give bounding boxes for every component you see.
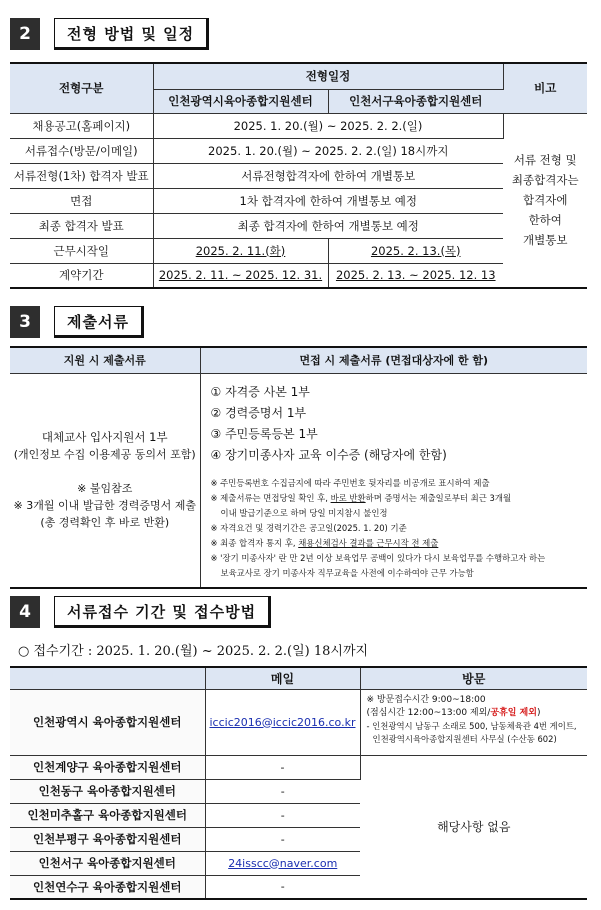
blank-header xyxy=(10,667,205,689)
col-center2-header: 인천서구육아종합지원센터 xyxy=(328,89,503,113)
apply-doc-line: (개인정보 수집 이용제공 동의서 포함) xyxy=(13,448,196,461)
center-email-cell xyxy=(205,851,360,875)
col-schedule-header: 전형일정 xyxy=(153,63,503,89)
visit-line: 인천광역시육아종합지원센터 사무실 (수산동 602) xyxy=(372,733,557,744)
center-email: - xyxy=(205,779,360,803)
row-label: 서류접수(방문/이메일) xyxy=(10,138,153,163)
apply-doc-line: (총 경력확인 후 바로 반환) xyxy=(40,516,170,529)
row-label: 계약기간 xyxy=(10,263,153,288)
col-center1-header: 인천광역시육아종합지원센터 xyxy=(153,89,328,113)
interview-doc-item: ② 경력증명서 1부 xyxy=(210,405,307,420)
submission-table xyxy=(10,666,587,900)
center-email: - xyxy=(205,803,360,827)
note-text: ※ 최종 합격자 통지 후, xyxy=(210,537,299,548)
section-4-title: 서류접수 기간 및 접수방법 xyxy=(54,596,271,628)
row-value: 1차 합격자에 한하여 개별통보 예정 xyxy=(153,188,503,213)
note-line: 합격자에 xyxy=(523,193,568,208)
center-name: 인천계양구 육아종합지원센터 xyxy=(10,755,205,779)
section-3-title: 제출서류 xyxy=(54,306,144,338)
contract-period-center1: 2025. 2. 11. ~ 2025. 12. 31. xyxy=(153,263,328,288)
section-2-header xyxy=(10,18,209,50)
center-email-link[interactable]: 24isscc@naver.com xyxy=(228,856,338,870)
submission-period: ○ 접수기간 : 2025. 1. 20.(월) ~ 2025. 2. 2.(일) 18시까지 xyxy=(18,644,369,659)
center-name: 인천미추홀구 육아종합지원센터 xyxy=(10,803,205,827)
col-category-header: 전형구분 xyxy=(10,63,153,113)
section-4-number: 4 xyxy=(10,596,40,628)
documents-table xyxy=(10,346,587,589)
row-value: 2025. 1. 20.(월) ~ 2025. 2. 2.(일) xyxy=(153,113,503,138)
section-4-header xyxy=(10,596,271,628)
note-text: ※ 제출서류는 면접당일 확인 후, xyxy=(210,492,331,503)
visit-none: 해당사항 없음 xyxy=(360,755,587,899)
interview-doc-item: ③ 주민등록등본 1부 xyxy=(210,426,318,441)
note-line: 최종합격자는 xyxy=(511,173,579,188)
start-date-center2: 2025. 2. 13.(목) xyxy=(328,238,503,263)
col-interview-header: 면접 시 제출서류 (면접대상자에 한 함) xyxy=(200,347,587,373)
interview-note xyxy=(211,536,578,551)
visit-line: ※ 방문접수시간 9:00~18:00 xyxy=(366,694,486,705)
schedule-table xyxy=(10,62,587,289)
interview-doc-list xyxy=(211,382,578,466)
center-email: - xyxy=(205,755,360,779)
apply-docs-cell xyxy=(10,373,200,588)
row-label: 면접 xyxy=(10,188,153,213)
center-name: 인천동구 육아종합지원센터 xyxy=(10,779,205,803)
center-name: 인천연수구 육아종합지원센터 xyxy=(10,875,205,899)
section-3-header xyxy=(10,306,144,338)
interview-note: ※ 자격요건 및 경력기간은 공고일(2025. 1. 20) 기준 xyxy=(210,522,407,533)
note-line: 한하여 xyxy=(528,213,562,228)
center-email: - xyxy=(205,827,360,851)
center-email-cell xyxy=(205,689,360,755)
visit-line xyxy=(367,707,582,720)
center-name: 인천부평구 육아종합지원센터 xyxy=(10,827,205,851)
note-line: 개별통보 xyxy=(523,233,568,248)
interview-doc-item: ① 자격증 사본 1부 xyxy=(210,384,310,399)
row-label: 근무시작일 xyxy=(10,238,153,263)
visit-line: - 인천광역시 남동구 소래로 500, 남동체육관 4번 게이트, xyxy=(366,720,577,731)
holiday-excluded: 공휴일 제외 xyxy=(490,707,537,718)
interview-note: ※ 주민등록번호 수집금지에 따라 주민번호 뒷자리를 비공개로 표시하여 제출 xyxy=(210,477,490,488)
note-line: 서류 전형 및 xyxy=(513,153,577,168)
visit-text: ) xyxy=(536,707,541,718)
interview-doc-item: ④ 장기미종사자 교육 이수증 (해당자에 한함) xyxy=(210,447,447,462)
row-label: 서류전형(1차) 합격자 발표 xyxy=(10,163,153,188)
apply-doc-line: ※ 3개월 이내 발급한 경력증명서 제출 xyxy=(13,499,196,512)
interview-note: ※ '장기 미종사자' 란 만 2년 이상 보육업무 공백이 있다가 다시 보육업무를 수행하고자 하는 xyxy=(210,552,546,563)
section-3-number: 3 xyxy=(10,306,40,338)
center-name: 인천서구 육아종합지원센터 xyxy=(10,851,205,875)
interview-note: 이내 발급기준으로 하며 당일 미지참시 불인정 xyxy=(220,507,388,518)
center-email-link[interactable]: iccic2016@iccic2016.co.kr xyxy=(209,715,356,729)
interview-note: 보육교사로 장기 미종사자 직무교육을 사전에 이수하여야 근무 가능함 xyxy=(220,567,474,578)
visit-text: (점심시간 12:00~13:00 제외/ xyxy=(366,707,491,718)
section-2-number: 2 xyxy=(10,18,40,50)
row-label: 최종 합격자 발표 xyxy=(10,213,153,238)
col-apply-header: 지원 시 제출서류 xyxy=(10,347,200,373)
visit-info-cell xyxy=(360,689,587,755)
row-label: 채용공고(홈페이지) xyxy=(10,113,153,138)
note-emphasis: 바로 반환 xyxy=(330,492,366,503)
row-value: 2025. 1. 20.(월) ~ 2025. 2. 2.(일) 18시까지 xyxy=(153,138,503,163)
row-value: 최종 합격자에 한하여 개별통보 예정 xyxy=(153,213,503,238)
interview-note xyxy=(211,491,578,506)
interview-docs-cell xyxy=(200,373,587,588)
note-text: 하며 증명서는 제출일로부터 최근 3개월 xyxy=(365,492,512,503)
center-name: 인천광역시 육아종합지원센터 xyxy=(10,689,205,755)
apply-doc-line: 대체교사 입사지원서 1부 xyxy=(41,430,168,444)
section-2-title: 전형 방법 및 일정 xyxy=(54,18,209,50)
row-value: 서류전형합격자에 한하여 개별통보 xyxy=(153,163,503,188)
center-email: - xyxy=(205,875,360,899)
col-visit-header: 방문 xyxy=(360,667,587,689)
col-note-header: 비고 xyxy=(503,63,587,113)
col-email-header: 메일 xyxy=(205,667,360,689)
contract-period-center2: 2025. 2. 13. ~ 2025. 12. 13 xyxy=(328,263,503,288)
start-date-center1: 2025. 2. 11.(화) xyxy=(153,238,328,263)
note-emphasis: 채용신체검사 결과를 근무시작 전 제출 xyxy=(298,537,439,548)
apply-doc-line: ※ 불임참조 xyxy=(77,482,133,495)
note-cell xyxy=(503,113,587,288)
